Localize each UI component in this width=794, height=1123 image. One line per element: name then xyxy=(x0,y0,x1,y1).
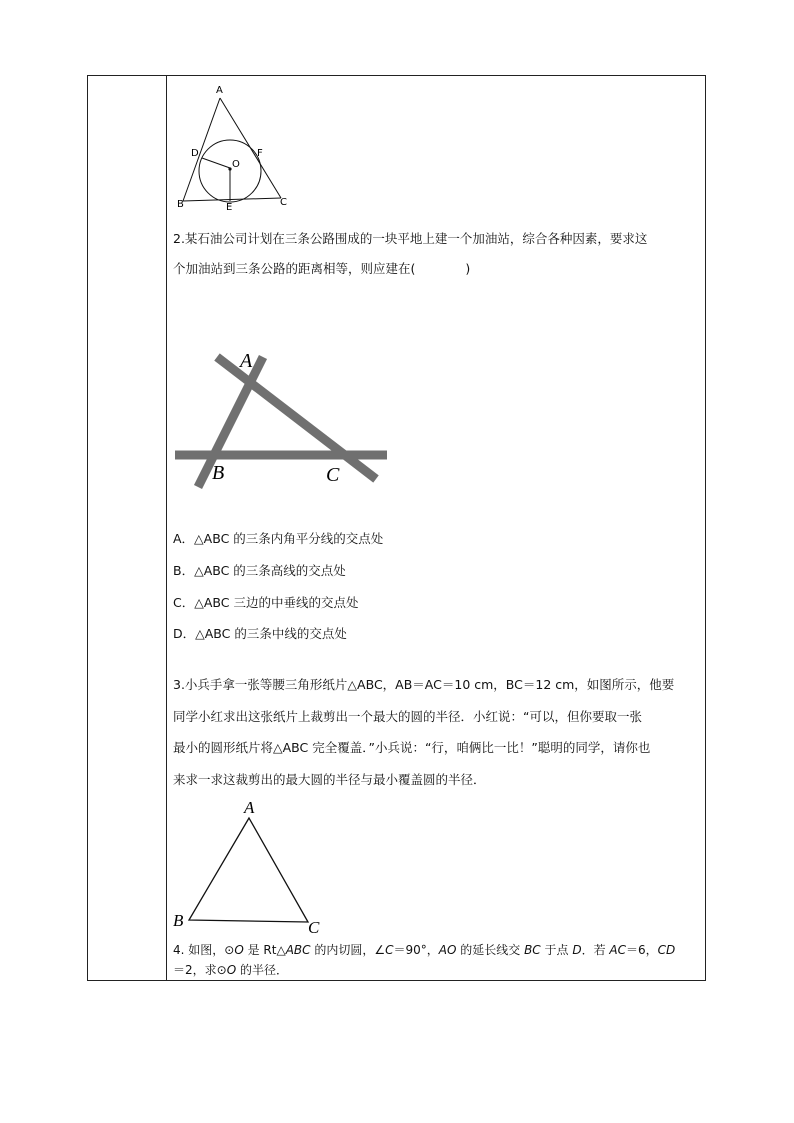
table-column-divider xyxy=(166,75,167,981)
isosceles-triangle-figure xyxy=(170,796,330,936)
roads-label-b: B xyxy=(212,462,225,484)
q2-text-line1: 2.某石油公司计划在三条公路围成的一块平地上建一个加油站，综合各种因素，要求这 xyxy=(173,231,648,246)
tri-label-c: C xyxy=(308,918,320,936)
fig1-label-o: O xyxy=(232,159,240,170)
tri-label-a: A xyxy=(244,798,255,817)
road-ac xyxy=(217,357,376,479)
q2-text-line2: 个加油站到三条公路的距离相等，则应建在( ) xyxy=(173,261,471,276)
fig1-radius-od xyxy=(202,158,230,168)
fig1-side-ab xyxy=(183,98,220,201)
roads-label-a: A xyxy=(240,350,253,372)
fig1-label-f: F xyxy=(257,148,263,159)
q3-text-line1: 3.小兵手拿一张等腰三角形纸片△ABC，AB＝AC＝10 cm，BC＝12 cm，如图所示，他要 xyxy=(173,677,675,692)
q2-option-b: B．△ABC 的三条高线的交点处 xyxy=(173,563,346,578)
incircle-triangle-figure xyxy=(170,80,300,212)
q3-text-line4: 来求一求这裁剪出的最大圆的半径与最小覆盖圆的半径． xyxy=(173,772,486,787)
isosceles-triangle xyxy=(189,818,308,922)
q3-text-line3: 最小的圆形纸片将△ABC 完全覆盖．”小兵说：“行，咱俩比一比！”聪明的同学，请你也 xyxy=(173,740,651,755)
fig1-label-e: E xyxy=(226,202,233,212)
q4-text-line2: ＝2，求⊙O 的半径． xyxy=(173,963,288,977)
roads-label-c: C xyxy=(326,464,340,486)
fig1-label-b: B xyxy=(177,199,184,210)
fig1-label-c: C xyxy=(280,197,287,208)
q2-option-a: A．△ABC 的三条内角平分线的交点处 xyxy=(173,531,384,546)
q2-option-c: C．△ABC 三边的中垂线的交点处 xyxy=(173,595,359,610)
q3-text-line2: 同学小红求出这张纸片上裁剪出一个最大的圆的半径．小红说：“可以，但你要取一张 xyxy=(173,709,642,724)
road-ab xyxy=(198,357,263,487)
fig1-label-d: D xyxy=(191,148,199,159)
fig1-label-a: A xyxy=(216,85,223,96)
q2-option-d: D．△ABC 的三条中线的交点处 xyxy=(173,626,347,641)
fig1-side-bc xyxy=(183,198,281,201)
roads-figure xyxy=(170,345,395,495)
tri-label-b: B xyxy=(173,911,184,930)
q4-text-line1: 4. 如图，⊙O 是 Rt△ABC 的内切圆，∠C＝90°，AO 的延长线交 BC 于点 D．若 AC＝6，CD xyxy=(173,943,676,957)
